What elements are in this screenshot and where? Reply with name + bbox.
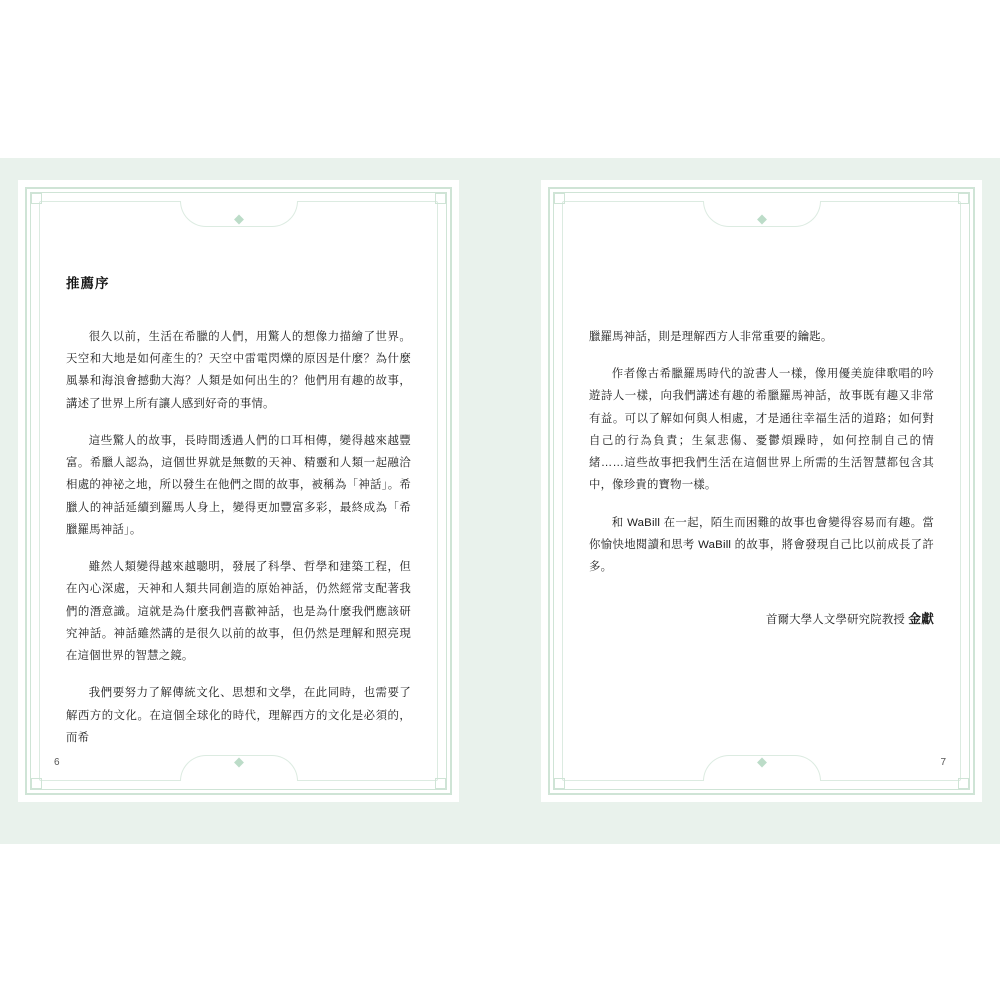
paragraph: 很久以前，生活在希臘的人們，用驚人的想像力描繪了世界。天空和大地是如何產生的？天空中雷電閃爍的原因是什麼？為什麼風暴和海浪會撼動大海？人類是如何出生的？他們用有趣的故事，講述了世界上所有讓人感到好奇的事情。 xyxy=(66,331,411,410)
left-page xyxy=(18,180,459,802)
corner-square-bottom-right xyxy=(958,778,969,789)
page-number: 6 xyxy=(54,757,60,768)
page-title: 推薦序 xyxy=(66,276,110,291)
corner-square-top-right xyxy=(435,193,446,204)
paragraph: 和 WaBill 在一起，陌生而困難的故事也會變得容易而有趣。當你愉快地閱讀和思考 WaBill 的故事，將會發現自己比以前成長了許多。 xyxy=(589,516,934,574)
corner-square-top-left xyxy=(554,193,565,204)
signature-line xyxy=(589,608,934,627)
signature-name: 金獻 xyxy=(908,612,934,627)
paragraph: 臘羅馬神話，則是理解西方人非常重要的鑰匙。 xyxy=(589,331,833,343)
paragraph: 雖然人類變得越來越聰明，發展了科學、哲學和建築工程，但在內心深處，天神和人類共同創造的原始神話，仍然經常支配著我們的潛意識。這就是為什麼我們喜歡神話，也是為什麼我們應該研究神話。神話雖然講的是很久以前的故事，但仍然是理解和照亮現在這個世界的智慧之鏡。 xyxy=(66,561,411,663)
paragraph: 我們要努力了解傳統文化、思想和文學，在此同時，也需要了解西方的文化。在這個全球化的時代，理解西方的文化是必須的，而希 xyxy=(66,687,411,744)
corner-square-bottom-right xyxy=(435,778,446,789)
paragraph: 作者像古希臘羅馬時代的說書人一樣，像用優美旋律歌唱的吟遊詩人一樣，向我們講述有趣的希臘羅馬神話，故事既有趣又非常有益。可以了解如何與人相處，才是通往幸福生活的道路；如何對自己的行為負責；生氣悲傷、憂鬱煩躁時，如何控制自己的情緒……這些故事把我們生活在這個世界上所需的生活智慧都包含其中，像珍貴的寶物一樣。 xyxy=(589,368,934,492)
corner-square-top-left xyxy=(31,193,42,204)
signature-affiliation: 首爾大學人文學研究院教授 xyxy=(765,614,906,627)
page-number: 7 xyxy=(940,757,946,768)
paragraph: 這些驚人的故事，長時間透過人們的口耳相傳，變得越來越豐富。希臘人認為，這個世界就是無數的天神、精靈和人類一起融洽相處的神祕之地，所以發生在他們之間的故事，被稱為「神話」。希臘人的神話延續到羅馬人身上，變得更加豐富多彩，最終成為「希臘羅馬神話」。 xyxy=(66,434,411,536)
right-page-body xyxy=(589,254,934,732)
left-page-body xyxy=(66,254,411,744)
right-page xyxy=(541,180,982,802)
book-spread xyxy=(0,158,1000,844)
corner-square-bottom-left xyxy=(31,778,42,789)
corner-square-bottom-left xyxy=(554,778,565,789)
corner-square-top-right xyxy=(958,193,969,204)
